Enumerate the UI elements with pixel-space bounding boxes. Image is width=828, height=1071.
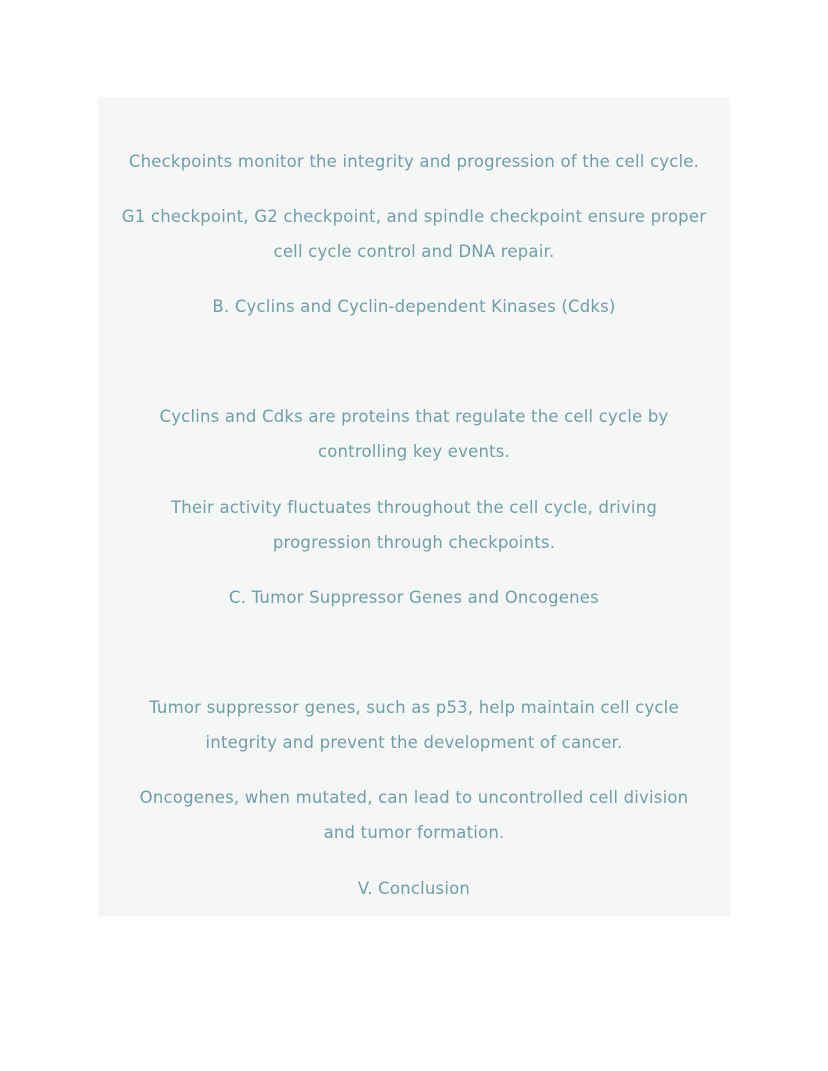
- paragraph-checkpoints-types-line1: G1 checkpoint, G2 checkpoint, and spindle checkpoint ensure proper: [121, 207, 707, 226]
- paragraph-oncogenes-line2: and tumor formation.: [323, 823, 505, 842]
- heading-conclusion: V. Conclusion: [357, 879, 471, 898]
- paragraph-cyclins-line1: Cyclins and Cdks are proteins that regulate the cell cycle by: [159, 407, 669, 426]
- heading-cyclins-cdks: B. Cyclins and Cyclin-dependent Kinases (Cdks): [212, 297, 616, 316]
- paragraph-activity-line2: progression through checkpoints.: [272, 533, 556, 552]
- paragraph-tumor-suppressor-line1: Tumor suppressor genes, such as p53, help maintain cell cycle: [149, 698, 679, 717]
- heading-tumor-suppressor-oncogenes: C. Tumor Suppressor Genes and Oncogenes: [229, 588, 599, 607]
- paragraph-checkpoints-monitor: Checkpoints monitor the integrity and progression of the cell cycle.: [128, 152, 700, 171]
- document-page-panel: [98, 97, 730, 916]
- paragraph-activity-line1: Their activity fluctuates throughout the cell cycle, driving: [170, 498, 658, 517]
- paragraph-tumor-suppressor-line2: integrity and prevent the development of cancer.: [205, 733, 623, 752]
- paragraph-cyclins-line2: controlling key events.: [317, 442, 511, 461]
- paragraph-oncogenes-line1: Oncogenes, when mutated, can lead to uncontrolled cell division: [139, 788, 689, 807]
- paragraph-checkpoints-types-line2: cell cycle control and DNA repair.: [273, 242, 555, 261]
